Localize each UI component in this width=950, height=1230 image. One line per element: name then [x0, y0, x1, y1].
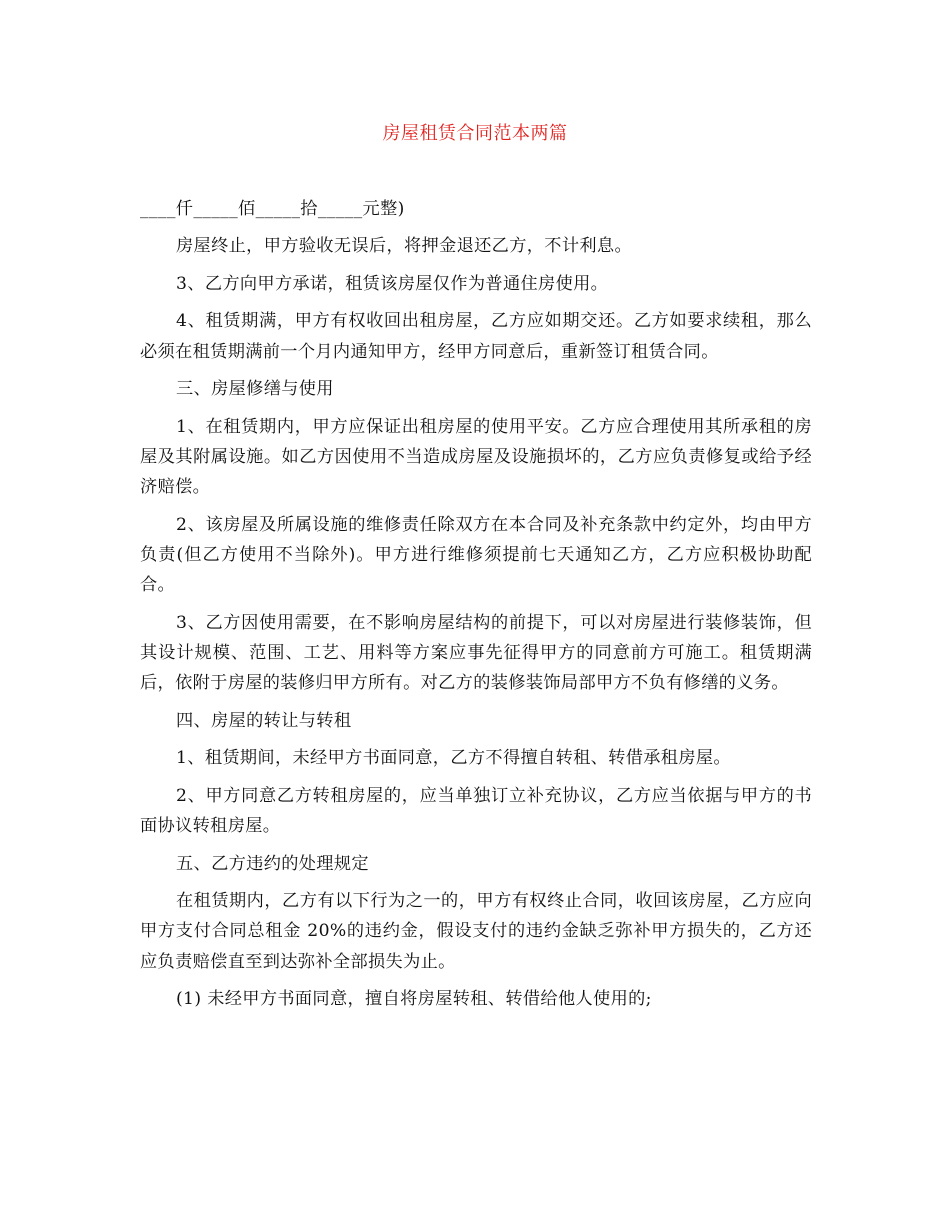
paragraph: 2、该房屋及所属设施的维修责任除双方在本合同及补充条款中约定外，均由甲方负责(但乙方使用不当除外)。甲方进行维修须提前七天通知乙方，乙方应积极协助配合。 — [140, 514, 812, 596]
section-heading: 五、乙方违约的处理规定 — [176, 853, 369, 874]
section-heading: 四、房屋的转让与转租 — [176, 710, 352, 731]
document-title: 房屋租赁合同范本两篇 — [382, 123, 568, 144]
document-body — [140, 194, 812, 1022]
paragraph-amount-line: ____仟_____佰_____拾_____元整) — [140, 199, 405, 219]
paragraph: 1、在租赁期内，甲方应保证出租房屋的使用平安。乙方应合理使用其所承租的房屋及其附属设施。如乙方因使用不当造成房屋及设施损坏的，乙方应负责修复或给予经济赔偿。 — [140, 416, 812, 498]
paragraph: 2、甲方同意乙方转租房屋的，应当单独订立补充协议，乙方应当依据与甲方的书面协议转租房屋。 — [140, 785, 812, 837]
paragraph: 4、租赁期满，甲方有权收回出租房屋，乙方应如期交还。乙方如要求续租，那么必须在租赁期满前一个月内通知甲方，经甲方同意后，重新签订租赁合同。 — [140, 311, 812, 362]
list-item: (1) 未经甲方书面同意，擅自将房屋转租、转借给他人使用的; — [176, 989, 652, 1010]
section-heading: 三、房屋修缮与使用 — [176, 379, 334, 400]
paragraph: 1、租赁期间，未经甲方书面同意，乙方不得擅自转租、转借承租房屋。 — [176, 748, 731, 769]
paragraph: 在租赁期内，乙方有以下行为之一的，甲方有权终止合同，收回该房屋，乙方应向甲方支付合同总租金 20%的违约金，假设支付的违约金缺乏弥补甲方损失的，乙方还应负责赔偿直至到达弥补全部损失为止。 — [140, 891, 812, 972]
paragraph: 3、乙方向甲方承诺，租赁该房屋仅作为普通住房使用。 — [176, 273, 609, 294]
paragraph: 房屋终止，甲方验收无误后，将押金退还乙方，不计利息。 — [176, 236, 632, 257]
paragraph: 3、乙方因使用需要，在不影响房屋结构的前提下，可以对房屋进行装修装饰，但其设计规模、范围、工艺、用料等方案应事先征得甲方的同意前方可施工。租赁期满后，依附于房屋的装修归甲方所有。对乙方的装修装饰局部甲方不负有修缮的义务。 — [140, 612, 812, 694]
